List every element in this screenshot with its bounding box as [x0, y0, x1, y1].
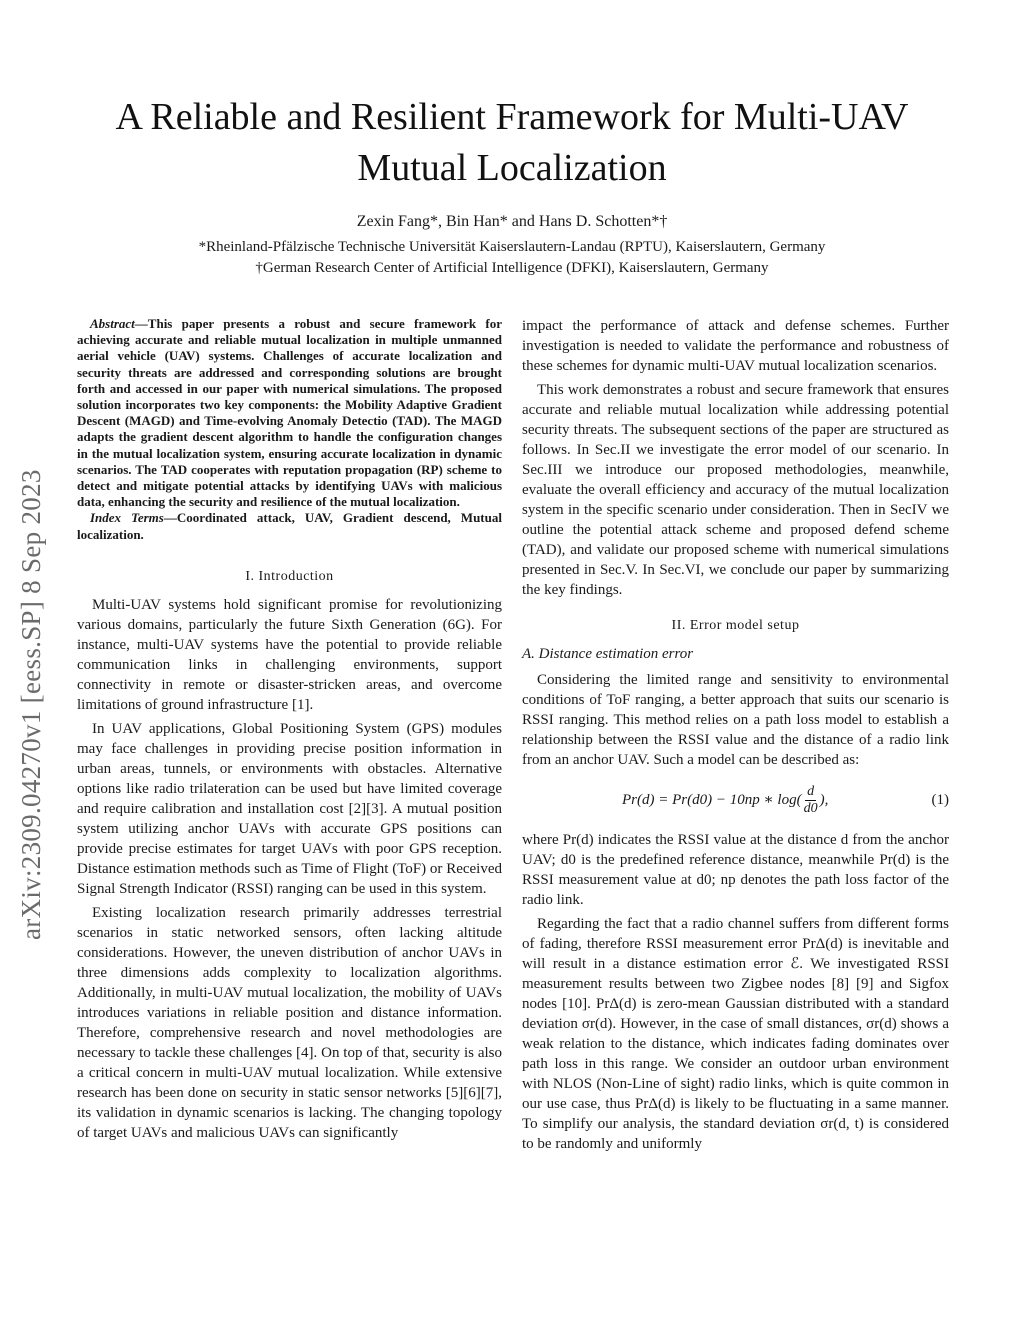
- affiliation-2: †German Research Center of Artificial Intelligence (DFKI), Kaiserslautern, Germany: [255, 260, 769, 276]
- section-heading-introduction: I. Introduction: [245, 568, 334, 584]
- intro-paragraph-1: Multi-UAV systems hold significant promise for revolutionizing various domains, particularly the future Sixth Generation (6G). For instance, multi-UAV systems have the potential to provide reliable communication links in challenging environments, support connectivity in remote or disaster-stricken areas, and overcome limitations of ground infrastructure [1].: [77, 596, 502, 713]
- index-terms: [77, 510, 502, 542]
- paper-title: [60, 92, 964, 194]
- arxiv-identifier: arXiv:2309.04270v1 [eess.SP] 8 Sep 2023: [16, 469, 46, 940]
- intro-paragraph-2: In UAV applications, Global Positioning System (GPS) modules may face challenges in providing precise position information in urban areas, tunnels, or environments with obstacles. Alternative options like radio trilateration can be used but have limited coverage and require calibration and installation cost [2][3]. A mutual position system utilizing anchor UAVs with accurate GPS positions can provide precise estimates for target UAVs with poor GPS reception. Distance estimation methods such as Time of Flight (ToF) or Received Signal Strength Indicator (RSSI) ranging can be used in this system.: [77, 720, 502, 897]
- abstract: [77, 316, 502, 510]
- section2-paragraph-1: Considering the limited range and sensitivity to environmental conditions of ToF ranging, a better approach that suits our scenario is RSSI ranging. This method relies on a path loss model to establish a relationship between the RSSI value and the distance of a radio link from an anchor UAV. Such a model can be described as:: [522, 672, 949, 768]
- equation-denominator: d0: [803, 800, 818, 816]
- authors: Zexin Fang*, Bin Han* and Hans D. Schotten*†: [356, 213, 668, 230]
- section-heading-error-model: II. Error model setup: [671, 618, 800, 633]
- title-line-2: Mutual Localization: [357, 147, 667, 189]
- equation-fraction: [804, 784, 818, 817]
- equation-numerator: d: [807, 783, 815, 799]
- intro-paragraph-3: Existing localization research primarily addresses terrestrial scenarios in static networked sensors, often lacking altitude considerations. However, the uneven distribution of anchor UAVs in three dimensions adds complexity to localization algorithms. Additionally, in multi-UAV mutual localization, the mobility of UAVs introduces variations in reliable position and distance information. Therefore, comprehensive research and novel methodologies are necessary to tackle these challenges [4]. On top of that, security is also a critical concern in multi-UAV mutual localization. While extensive research has been done on security in static sensor networks [5][6][7], its validation in dynamic scenarios is lacking. The changing topology of target UAVs and malicious UAVs can significantly: [77, 904, 502, 1141]
- equation-number: (1): [931, 792, 949, 808]
- affiliation-1: *Rheinland-Pfälzische Technische Universität Kaiserslautern-Landau (RPTU), Kaiserslautern, Germany: [198, 239, 826, 255]
- index-terms-text: —Coordinated attack, UAV, Gradient descend, Mutual localization.: [77, 510, 502, 542]
- left-column: [77, 316, 502, 1147]
- subsection-heading-distance-error: A. Distance estimation error: [522, 646, 694, 662]
- intro-paragraph-4: impact the performance of attack and defense schemes. Further investigation is needed to validate the performance and robustness of these schemes for dynamic multi-UAV mutual localization scenarios.: [522, 318, 949, 374]
- section2-paragraph-2: where Pr(d) indicates the RSSI value at the distance d from the anchor UAV; d0 is the predefined reference distance, meanwhile Pr(d) is the RSSI measurement value at d0; np denotes the path loss factor of the radio link.: [522, 832, 949, 908]
- abstract-text: —This paper presents a robust and secure framework for achieving accurate and reliable mutual localization in multiple unmanned aerial vehicle (UAV) systems. Challenges of accurate localization and security threats are addressed and corresponding solutions are brought forth and accessed in our paper with numerical simulations. The proposed solution incorporates two key components: the Mobility Adaptive Gradient Descent (MAGD) and Time-evolving Anomaly Detectio (TAD). The MAGD adapts the gradient descent algorithm to handle the configuration changes in the mutual localization system, ensuring accurate localization in dynamic scenarios. The TAD cooperates with reputation propagation (RP) scheme to detect and mitigate potential attacks by identifying UAVs with malicious data, enhancing the security and resilience of the mutual localization.: [77, 316, 502, 510]
- title-line-1: A Reliable and Resilient Framework for Multi-UAV: [115, 96, 909, 138]
- right-column: [522, 316, 949, 1158]
- abstract-label: Abstract: [90, 316, 135, 331]
- section2-paragraph-3: Regarding the fact that a radio channel suffers from different forms of fading, therefore RSSI measurement error PrΔ(d) is inevitable and will result in a distance estimation error ℰ. We investigated RSSI measurement results between two Zigbee nodes [8] [9] and Sigfox nodes [10]. PrΔ(d) is zero-mean Gaussian distributed with a standard deviation σr(d). However, in the case of small distances, σr(d) shows a weak relation to the distance, which indicates fading dominates over path loss in this range. We consider an outdoor urban environment with NLOS (Non-Line of sight) radio links, which is quite common in our use case, thus PrΔ(d) is likely to be fluctuating in a same manner. To simplify our analysis, the standard deviation σr(d, t) is considered to be randomly and uniformly: [522, 916, 949, 1152]
- equation-expression: [622, 784, 828, 817]
- index-terms-label: Index Terms: [90, 510, 164, 526]
- equation-1: [522, 778, 949, 822]
- intro-paragraph-5: This work demonstrates a robust and secure framework that ensures accurate and reliable mutual localization while addressing potential security threats. The subsequent sections of the paper are structured as follows. In Sec.II we investigate the error model of our scenario. In Sec.III we introduce our proposed methodologies, meanwhile, evaluate the overall efficiency and accuracy of the mutual localization system in the specific scenario under consideration. Then in SecIV we outline the potential attack scheme and proposed defend scheme (TAD), and validate our proposed scheme with numerical simulations presented in Sec.V. In Sec.VI, we conclude our paper by summarizing the key findings.: [522, 382, 949, 598]
- equation-tail: ),: [819, 792, 829, 808]
- equation-lhs: Pr(d) = Pr(d0) − 10np ∗ log(: [622, 792, 802, 808]
